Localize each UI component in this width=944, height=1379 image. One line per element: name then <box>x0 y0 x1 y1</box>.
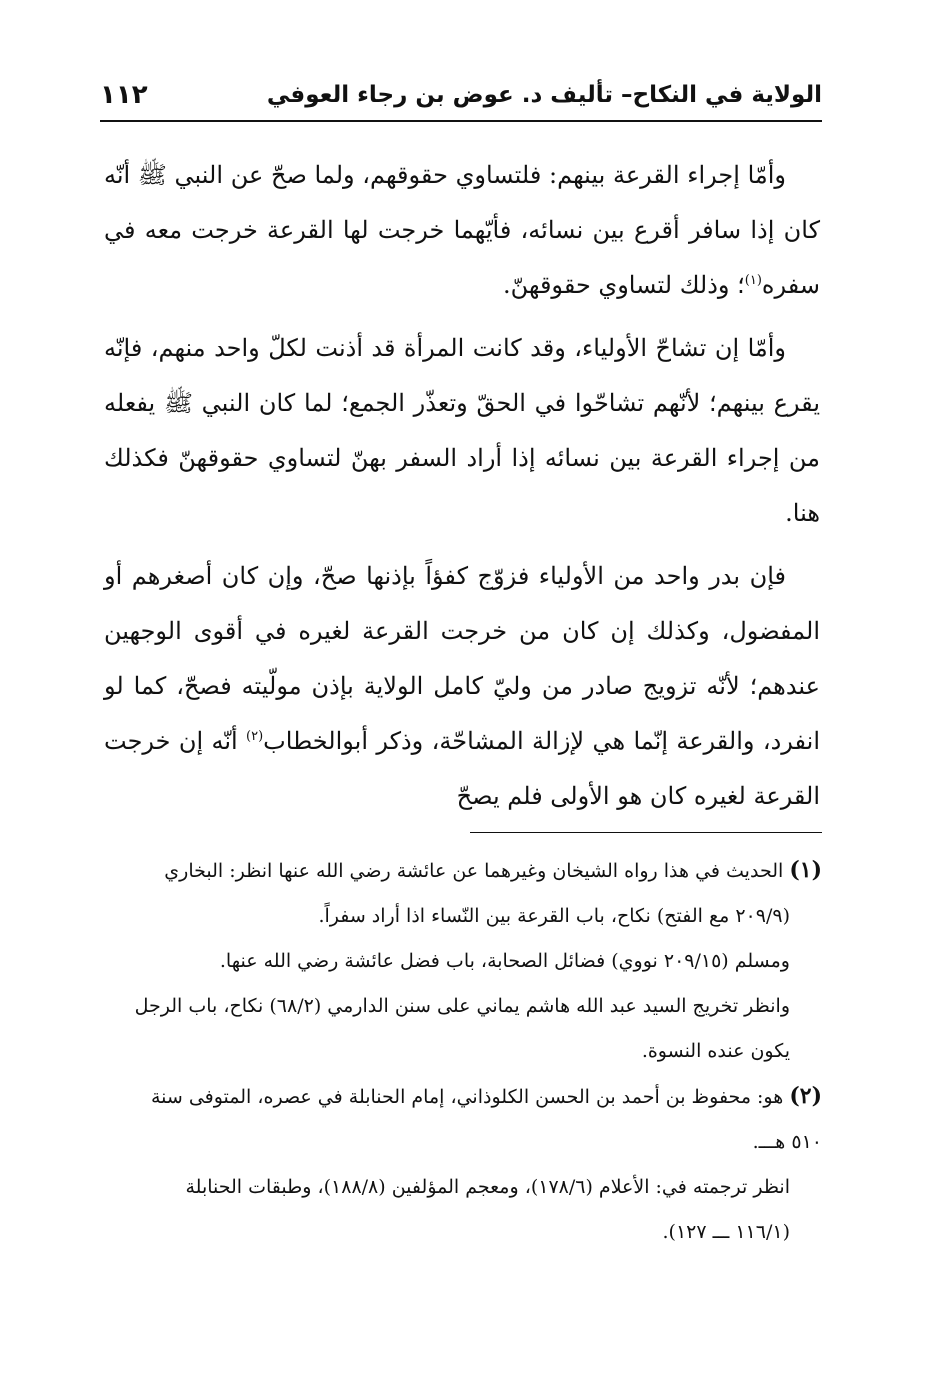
main-text <box>104 148 820 832</box>
paragraph-text: أنّه إن خرجت القرعة لغيره كان هو الأولى فلم يصحّ <box>104 727 820 810</box>
page-number: ١١٢ <box>100 80 148 110</box>
footnote-line: وانظر تخريج السيد عبد الله هاشم يماني على سنن الدارمي (٦٨/٢) نكاح، باب الرجل يكون عنده النسوة. <box>134 995 790 1062</box>
paragraph <box>104 549 820 824</box>
paragraph-text: وأمّا إن تشاحّ الأولياء، وقد كانت المرأة قد أذنت لكلّ واحد منهم، فإنّه يقرع بينهم؛ لأنّهم تشاحّوا في الحقّ وتعذّر الجمع؛ لما كان النبي ﷺ يفعله من إجراء القرعة بين نسائه إذا أراد السفر بهنّ لتساوي حقوقهنّ فكذلك هنا. <box>104 334 820 527</box>
footnote-text: الحديث في هذا رواه الشيخان وغيرهما عن عائشة رضي الله عنها انظر: البخاري <box>164 860 784 882</box>
running-title: الولاية في النكاح– تأليف د. عوض بن رجاء العوفي <box>266 82 822 108</box>
running-header <box>100 82 822 120</box>
footnote-line: (٢٠٩/٩ مع الفتح) نكاح، باب القرعة بين النّساء اذا أراد سفراً. <box>318 905 790 927</box>
footnote-2 <box>130 1074 822 1165</box>
footnote-1 <box>130 848 822 894</box>
paragraph <box>104 321 820 541</box>
footnote-ref: (١) <box>744 273 762 288</box>
paragraph-text: ؛ وذلك لتساوي حقوقهنّ. <box>502 271 745 299</box>
footnote-number: (١) <box>789 857 822 883</box>
paragraph <box>104 148 820 313</box>
footnote-divider <box>470 832 822 833</box>
paragraph-text: وأمّا إجراء القرعة بينهم: فلتساوي حقوقهم، ولما صحّ عن النبي ﷺ أنّه كان إذا سافر أقرع بين نسائه، فأيّهما خرجت لها القرعة خرجت معه في سفره <box>104 161 820 299</box>
footnote-line: انظر ترجمته في: الأعلام (١٧٨/٦)، ومعجم المؤلفين (١٨٨/٨)، وطبقات الحنابلة (١١٦/١ ـــ ١٢٧). <box>185 1176 790 1243</box>
footnote-text: هو: محفوظ بن أحمد بن الحسن الكلوذاني، إمام الحنابلة في عصره، المتوفى سنة ٥١٠ هـــ. <box>150 1086 822 1153</box>
footnote-ref: (٢) <box>246 729 264 744</box>
paragraph-text: فإن بدر واحد من الأولياء فزوّج كفؤاً بإذنها صحّ، وإن كان أصغرهم أو المفضول، وكذلك إن كان من خرجت القرعة لغيره في أقوى الوجهين عندهم؛ لأنّه تزويج صادر من وليّ كامل الولاية بإذن مولّيته فصحّ، كما لو انفرد، والقرعة إنّما هي لإزالة المشاحّة، وذكر أبوالخطاب <box>104 562 821 755</box>
header-divider <box>100 120 822 122</box>
footnote-number: (٢) <box>789 1083 822 1109</box>
footnote-line: ومسلم (٢٠٩/١٥ نووي) فضائل الصحابة، باب فضل عائشة رضي الله عنها. <box>219 950 790 972</box>
footnotes <box>130 848 822 1255</box>
